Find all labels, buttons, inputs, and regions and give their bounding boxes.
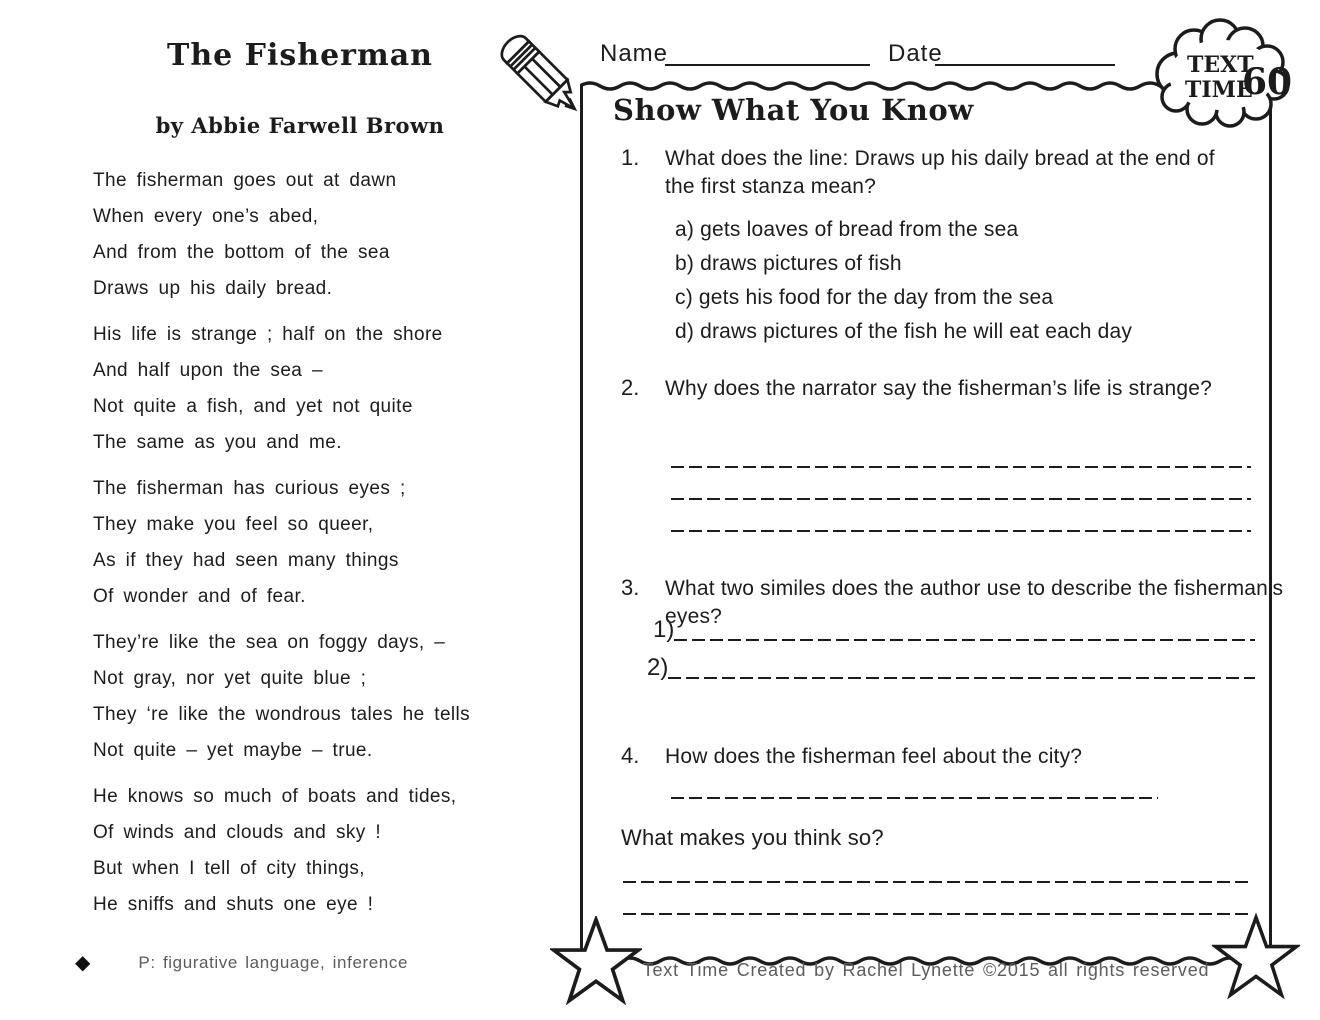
- poem-line: He knows so much of boats and tides,: [93, 786, 457, 807]
- answer-line[interactable]: [671, 466, 1251, 468]
- panel-title: Show What You Know: [613, 93, 974, 127]
- poem-line: He sniffs and shuts one eye !: [93, 894, 374, 915]
- date-label: Date: [888, 40, 943, 67]
- question-4-followup: What makes you think so?: [621, 825, 884, 850]
- answer-line[interactable]: [674, 639, 1255, 641]
- poem-stanza: [93, 471, 533, 615]
- poem-body: [93, 163, 533, 933]
- name-input-line[interactable]: [665, 64, 870, 66]
- poem-line: His life is strange ; half on the shore: [93, 324, 443, 345]
- poem-line: And half upon the sea –: [93, 360, 323, 381]
- poem-line: They ‘re like the wondrous tales he tells: [93, 704, 471, 725]
- question-1-choices: [675, 213, 1132, 349]
- question-4-text: How does the fisherman feel about the city?: [665, 745, 1083, 768]
- poem-line: The fisherman has curious eyes ;: [93, 478, 406, 499]
- poem-column: [70, 30, 530, 915]
- poem-stanza: [93, 163, 533, 307]
- blank-1-prefix: 1): [653, 616, 675, 643]
- answer-line[interactable]: [623, 881, 1251, 883]
- poem-line: The fisherman goes out at dawn: [93, 170, 397, 191]
- text-time-badge: [1144, 18, 1294, 132]
- answer-line[interactable]: [671, 530, 1251, 532]
- choice-c[interactable]: c) gets his food for the day from the sea: [675, 286, 1054, 309]
- poem-line: Not quite – yet maybe – true.: [93, 740, 373, 761]
- poem-line: And from the bottom of the sea: [93, 242, 390, 263]
- answer-line[interactable]: [671, 498, 1251, 500]
- poem-stanza: [93, 317, 533, 461]
- star-icon: [550, 916, 642, 1008]
- answer-line[interactable]: [671, 797, 1158, 799]
- answer-line[interactable]: [623, 913, 1251, 915]
- poem-line: When every one’s abed,: [93, 206, 319, 227]
- star-icon: [1212, 912, 1300, 1004]
- poem-line: Not quite a fish, and yet not quite: [93, 396, 413, 417]
- skill-tag-row: [75, 950, 408, 975]
- poem-line: Not gray, nor yet quite blue ;: [93, 668, 367, 689]
- pencil-icon: [486, 22, 604, 142]
- poem-line: Of wonder and of fear.: [93, 586, 306, 607]
- show-what-you-know-panel: [580, 85, 1284, 962]
- poem-line: They make you feel so queer,: [93, 514, 374, 535]
- badge-number: 60: [1242, 61, 1293, 103]
- simile-blank-1[interactable]: [653, 617, 1255, 643]
- blank-2-prefix: 2): [647, 654, 669, 681]
- poem-title: The Fisherman: [167, 38, 433, 73]
- question-3-number: 3.: [621, 575, 640, 600]
- question-4-number: 4.: [621, 743, 640, 768]
- diamond-icon: ◆: [75, 952, 91, 974]
- poem-line: The same as you and me.: [93, 432, 342, 453]
- date-input-line[interactable]: [935, 64, 1115, 66]
- question-2-number: 2.: [621, 375, 640, 400]
- choice-d[interactable]: d) draws pictures of the fish he will eat each day: [675, 320, 1133, 343]
- poem-line: They’re like the sea on foggy days, –: [93, 632, 446, 653]
- question-3-text: What two similes does the author use to describe the fisherman’s eyes?: [665, 577, 1284, 628]
- poem-stanza: [93, 779, 533, 923]
- choice-a[interactable]: a) gets loaves of bread from the sea: [675, 218, 1019, 241]
- copyright-credit: Text Time Created by Rachel Lynette ©2015 all rights reserved: [642, 960, 1210, 980]
- simile-blank-2[interactable]: [647, 655, 1255, 681]
- badge-text-line2: TIME: [1185, 77, 1253, 103]
- poem-byline: by Abbie Farwell Brown: [155, 113, 445, 138]
- question-2-text: Why does the narrator say the fisherman’s life is strange?: [665, 377, 1212, 400]
- poem-line: Of winds and clouds and sky !: [93, 822, 382, 843]
- choice-b[interactable]: b) draws pictures of fish: [675, 252, 902, 275]
- badge-text-line1: TEXT: [1187, 52, 1254, 78]
- name-label: Name: [600, 40, 669, 67]
- answer-line[interactable]: [668, 677, 1255, 679]
- question-1-text: What does the line: Draws up his daily bread at the end of the first stanza mean?: [665, 147, 1215, 198]
- poem-line: Draws up his daily bread.: [93, 278, 333, 299]
- question-1-number: 1.: [621, 145, 640, 170]
- poem-stanza: [93, 625, 533, 769]
- poem-line: But when I tell of city things,: [93, 858, 365, 879]
- skill-tag-label: P: figurative language, inference: [138, 952, 409, 972]
- poem-line: As if they had seen many things: [93, 550, 399, 571]
